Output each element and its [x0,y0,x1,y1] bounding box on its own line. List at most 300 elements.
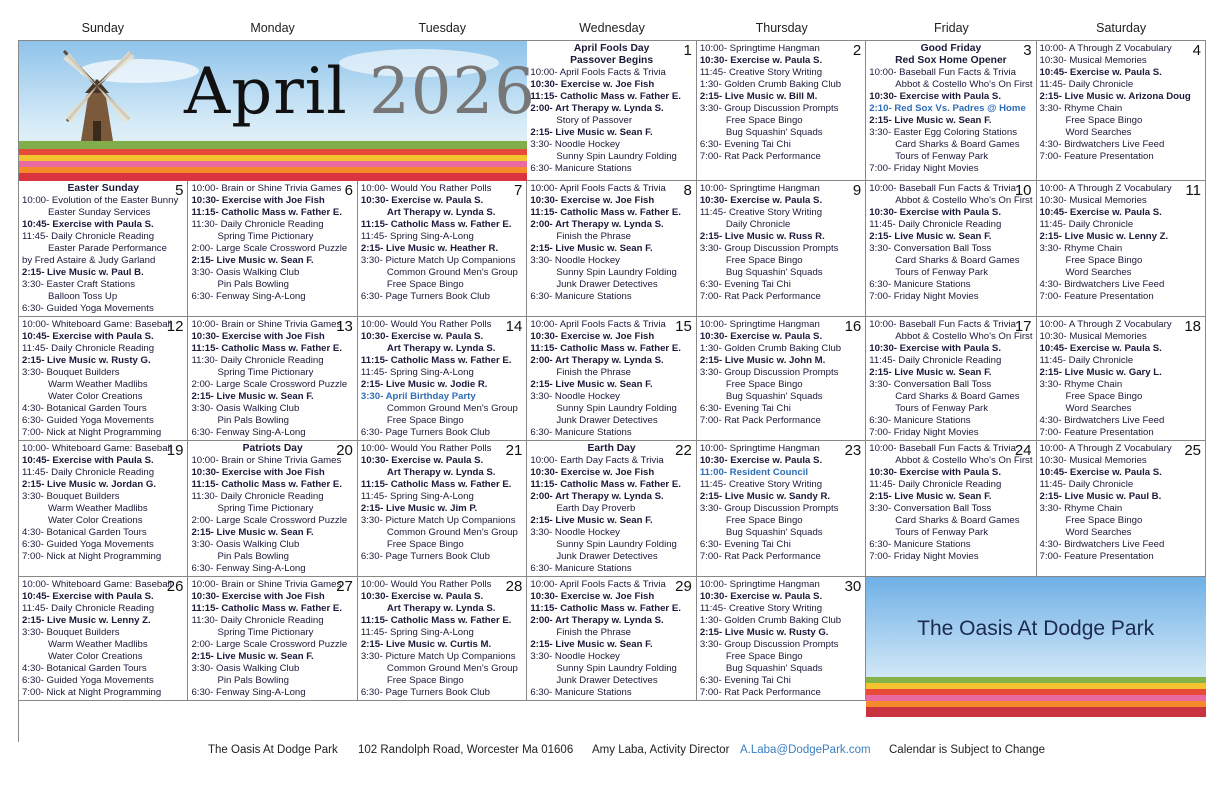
event-item: 11:45- Daily Chronicle Reading [869,479,1002,490]
event-item: 3:30- April Birthday Party [360,391,476,402]
event-item: 10:30- Exercise with Joe Fish [191,467,325,478]
event-item: 11:45- Daily Chronicle [1039,219,1134,230]
event-item: Card Sharks & Board Games [895,139,1020,150]
weekday-thursday: Thursday [755,21,808,35]
day-cell-13[interactable] [188,317,357,441]
day-number: 9 [852,182,862,199]
event-item: 11:45- Daily Chronicle [1039,479,1134,490]
event-item: 6:30- Evening Tai Chi [699,403,791,414]
event-item: Finish the Phrase [556,367,632,378]
event-item: 2:15- Live Music w. Sean F. [869,367,992,378]
event-item: 10:00- Would You Rather Polls [360,319,492,330]
event-item: 10:00- Brain or Shine Trivia Games [191,183,342,194]
event-item: 4:30- Birdwatchers Live Feed [1039,279,1165,290]
day-cell-5[interactable] [19,181,188,317]
weekday-friday: Friday [934,21,969,35]
day-cell-2[interactable] [697,41,866,181]
event-item: 10:00- April Fools Facts & Trivia [530,183,666,194]
event-item: Word Searches [1065,527,1132,538]
event-item: 7:00- Friday Night Movies [869,163,979,174]
event-item: Warm Weather Madlibs [48,639,148,650]
event-item: 2:00- Art Therapy w. Lynda S. [530,491,664,502]
event-item: Free Space Bingo [1065,515,1143,526]
day-number: 22 [675,442,692,459]
event-item: 6:30- Guided Yoga Movements [22,303,154,314]
day-cell-16[interactable] [697,317,866,441]
holiday-heading: Earth Day [587,443,636,454]
event-item: 6:30- Evening Tai Chi [699,675,791,686]
event-item: 11:30- Daily Chronicle Reading [191,219,324,230]
event-item: 10:30- Musical Memories [1039,331,1147,342]
event-item: 10:00- Springtime Hangman [699,319,820,330]
event-item: Warm Weather Madlibs [48,379,148,390]
event-item: 7:00- Rat Pack Performance [699,415,821,426]
event-item: Pin Pals Bowling [217,415,289,426]
event-item: Sunny Spin Laundry Folding [556,663,677,674]
event-item: Bug Squashin' Squads [725,663,823,674]
event-item: Abbot & Costello Who's On First [895,79,1033,90]
holiday-heading: Good Friday [920,43,982,54]
day-number: 1 [683,42,692,59]
event-item: 3:30- Oasis Walking Club [191,663,300,674]
event-item: 3:30- Conversation Ball Toss [869,379,992,390]
day-number: 28 [505,578,523,595]
day-number: 18 [1184,318,1201,335]
event-item: Water Color Creations [48,651,143,662]
day-number: 6 [344,182,353,199]
event-item: Word Searches [1065,403,1132,414]
event-item: 3:30- Noodle Hockey [530,527,620,538]
event-item: 7:00- Rat Pack Performance [699,551,821,562]
event-item: 10:45- Exercise with Paula S. [22,219,154,230]
day-cell-10[interactable] [866,181,1036,317]
event-item: 6:30- Guided Yoga Movements [22,415,154,426]
event-item: 11:15- Catholic Mass w. Father E. [530,343,681,354]
event-item: 11:30- Daily Chronicle Reading [191,615,324,626]
event-item: 2:15- Live Music w. Sean F. [191,527,314,538]
event-item: 2:00- Art Therapy w. Lynda S. [530,615,664,626]
event-item: 11:45- Creative Story Writing [699,603,823,614]
event-item: 7:00- Feature Presentation [1039,551,1154,562]
tulip-field-image [866,577,1206,717]
event-item: 2:10- Red Sox Vs. Padres @ Home [869,103,1026,114]
event-item: 6:30- Manicure Stations [530,427,632,438]
event-item: Common Ground Men's Group [386,527,518,538]
day-number: 2 [852,42,862,59]
event-item: Pin Pals Bowling [217,279,289,290]
event-item: 4:30- Botanical Garden Tours [22,527,147,538]
event-item: 2:00- Art Therapy w. Lynda S. [530,219,664,230]
event-item: 11:45- Creative Story Writing [699,67,823,78]
event-item: 2:15- Live Music w. Rusty G. [699,627,829,638]
day-cell-3[interactable] [866,41,1036,181]
event-item: Art Therapy w. Lynda S. [386,603,496,614]
event-item: 2:15- Live Music w. Jordan G. [22,479,156,490]
event-item: 6:30- Manicure Stations [869,415,971,426]
event-item: Story of Passover [556,115,633,126]
event-item: Art Therapy w. Lynda S. [386,467,496,478]
event-item: 11:45- Creative Story Writing [699,207,823,218]
event-item: 2:00- Large Scale Crossword Puzzle [191,639,348,650]
event-item: 11:15- Catholic Mass w. Father E. [530,479,681,490]
day-number: 3 [1023,42,1032,59]
day-cell-14[interactable] [358,317,527,441]
event-item: Spring Time Pictionary [217,367,314,378]
event-item: Tours of Fenway Park [895,527,989,538]
event-item: Free Space Bingo [386,675,464,686]
event-item: 10:00- A Through Z Vocabulary [1039,43,1172,54]
event-item: 2:15- Live Music w. Russ R. [699,231,825,242]
month-year: 2026 [369,55,536,129]
event-item: 10:30- Exercise with Paula S. [869,207,1001,218]
event-item: 11:45- Spring Sing-A-Long [360,367,474,378]
day-cell-9[interactable] [697,181,866,317]
event-item: Earth Day Proverb [556,503,636,514]
event-item: Pin Pals Bowling [217,551,289,562]
event-item: 10:00- Would You Rather Polls [360,183,492,194]
day-cell-1[interactable] [527,41,696,181]
event-item: Free Space Bingo [1065,115,1143,126]
day-number: 10 [1014,182,1032,199]
event-item: Free Space Bingo [725,255,803,266]
event-item: 11:15- Catholic Mass w. Father E. [360,479,512,490]
day-number: 14 [505,318,523,335]
event-item: 11:45- Daily Chronicle Reading [869,219,1002,230]
event-item: Tours of Fenway Park [895,267,989,278]
event-item: 2:15- Live Music w. Sean F. [530,379,653,390]
event-item: 10:45- Exercise w. Paula S. [1039,467,1162,478]
event-item: 2:15- Live Music w. Jim P. [360,503,478,514]
event-item: 10:30- Musical Memories [1039,55,1147,66]
weekday-wednesday: Wednesday [579,21,645,35]
day-cell-8[interactable] [527,181,696,317]
event-item: 10:00- Springtime Hangman [699,443,820,454]
weekday-monday: Monday [250,21,295,35]
event-item: Junk Drawer Detectives [556,551,658,562]
event-item: 10:30- Exercise w. Joe Fish [530,591,655,602]
holiday-heading: April Fools Day [573,43,650,54]
event-item: 10:30- Exercise w. Paula S. [699,455,823,466]
event-item: 3:30- Group Discussion Prompts [699,243,839,254]
event-item: 10:30- Exercise w. Joe Fish [530,331,655,342]
event-item: 10:45- Exercise with Paula S. [22,455,154,466]
event-item: 11:45- Daily Chronicle Reading [22,343,155,354]
event-item: Finish the Phrase [556,627,632,638]
event-item: Art Therapy w. Lynda S. [386,207,496,218]
event-item: Easter Parade Performance [48,243,167,254]
event-item: Finish the Phrase [556,231,632,242]
footer-address: 102 Randolph Road, Worcester Ma 01606 [358,744,574,756]
event-item: 10:00- Springtime Hangman [699,579,820,590]
event-item: 6:30- Fenway Sing-A-Long [191,427,306,438]
footer-email-link[interactable]: A.Laba@DodgePark.com [740,744,871,756]
day-number: 7 [514,182,523,199]
event-item: Free Space Bingo [386,539,464,550]
event-item: 6:30- Fenway Sing-A-Long [191,687,306,698]
event-item: 10:45- Exercise with Paula S. [22,591,154,602]
month-name: April [184,55,348,129]
day-cell-23[interactable] [697,441,866,577]
event-item: 7:00- Rat Pack Performance [699,291,821,302]
event-item: 10:45- Exercise with Paula S. [22,331,154,342]
event-item: Pin Pals Bowling [217,675,289,686]
event-item: 2:15- Live Music w. Lenny Z. [22,615,151,626]
event-item: 10:30- Musical Memories [1039,455,1147,466]
event-item: Junk Drawer Detectives [556,279,658,290]
day-number: 29 [675,578,692,595]
event-item: 6:30- Manicure Stations [530,687,632,698]
event-item: 3:30- Rhyme Chain [1039,503,1123,514]
event-item: 3:30- Conversation Ball Toss [869,243,992,254]
event-item: 2:00- Art Therapy w. Lynda S. [530,103,664,114]
event-item: 6:30- Page Turners Book Club [360,291,490,302]
day-number: 26 [166,578,184,595]
event-item: Bug Squashin' Squads [725,391,823,402]
day-cell-20[interactable] [188,441,357,577]
event-item: Balloon Toss Up [48,291,118,302]
event-item: 7:00- Rat Pack Performance [699,687,821,698]
event-item: 11:45- Daily Chronicle Reading [22,467,155,478]
event-item: 10:45- Exercise w. Paula S. [1039,67,1162,78]
event-item: 10:00- Would You Rather Polls [360,443,492,454]
event-item: 2:15- Live Music w. Sean F. [869,231,992,242]
day-number: 11 [1185,182,1201,199]
event-item: 2:15- Live Music w. Sean F. [530,515,653,526]
event-item: 2:00- Large Scale Crossword Puzzle [191,379,348,390]
day-cell-4[interactable] [1037,41,1206,181]
event-item: 3:30- Oasis Walking Club [191,267,300,278]
day-cell-29[interactable] [527,577,696,701]
day-cell-12[interactable] [19,317,188,441]
day-cell-7[interactable] [358,181,527,317]
event-item: 11:15- Catholic Mass w. Father E. [360,355,512,366]
event-item: 7:00- Rat Pack Performance [699,151,821,162]
event-item: 11:45- Daily Chronicle Reading [22,603,155,614]
event-item: 10:00- April Fools Facts & Trivia [530,579,666,590]
event-item: 10:30- Exercise w. Paula S. [699,195,823,206]
event-item: 2:15- Live Music w. Sean F. [530,639,653,650]
event-item: 2:15- Live Music w. John M. [699,355,826,366]
event-item: 10:00- Whiteboard Game: Baseball [22,579,172,590]
event-item: 2:15- Live Music w. Gary L. [1039,367,1162,378]
event-item: Abbot & Costello Who's On First [895,195,1033,206]
event-item: 2:15- Live Music w. Sean F. [191,391,314,402]
event-item: 4:30- Birdwatchers Live Feed [1039,539,1165,550]
event-item: 11:45- Daily Chronicle [1039,355,1134,366]
event-item: 7:00- Nick at Night Programming [22,551,162,562]
footer [18,744,1206,760]
event-item: 2:15- Live Music w. Sean F. [530,243,653,254]
holiday-heading: Red Sox Home Opener [895,55,1007,66]
event-item: 10:30- Exercise with Joe Fish [191,331,325,342]
event-item: 10:00- Springtime Hangman [699,183,820,194]
event-item: 6:30- Manicure Stations [869,279,971,290]
event-item: 11:15- Catholic Mass w. Father E. [191,207,342,218]
event-item: 2:15- Live Music w. Paul B. [22,267,144,278]
event-item: 6:30- Manicure Stations [530,163,632,174]
day-number: 25 [1184,442,1201,459]
day-cell-18[interactable] [1037,317,1206,441]
event-item: 10:00- A Through Z Vocabulary [1039,443,1172,454]
event-item: 3:30- Bouquet Builders [22,367,120,378]
event-item: 3:30- Rhyme Chain [1039,103,1123,114]
weekday-sunday: Sunday [81,21,125,35]
event-item: 10:30- Exercise w. Paula S. [699,55,823,66]
event-item: 11:45- Daily Chronicle Reading [22,231,155,242]
event-item: 7:00- Feature Presentation [1039,291,1154,302]
day-number: 4 [1192,42,1201,59]
event-item: 10:30- Exercise with Paula S. [869,343,1001,354]
event-item: Water Color Creations [48,391,143,402]
event-item: 2:00- Large Scale Crossword Puzzle [191,243,348,254]
event-item: Warm Weather Madlibs [48,503,148,514]
event-item: 11:15- Catholic Mass w. Father E. [530,91,681,102]
event-item: Sunny Spin Laundry Folding [556,539,677,550]
event-item: Abbot & Costello Who's On First [895,331,1033,342]
event-item: 3:30- Easter Craft Stations [22,279,136,290]
event-item: Easter Sunday Services [48,207,151,218]
day-cell-21[interactable] [358,441,527,577]
event-item: 3:30- Picture Match Up Companions [360,515,516,526]
oasis-panel [866,577,1206,701]
event-item: Free Space Bingo [725,515,803,526]
event-item: 10:30- Exercise w. Paula S. [360,591,484,602]
event-item: 6:30- Manicure Stations [530,291,632,302]
event-item: 6:30- Page Turners Book Club [360,427,490,438]
day-cell-26[interactable] [19,577,188,701]
event-item: Bug Squashin' Squads [725,527,823,538]
event-item: 2:15- Live Music w. Curtis M. [360,639,492,650]
event-item: 3:30- Group Discussion Prompts [699,103,839,114]
event-item: 10:00- April Fools Facts & Trivia [530,319,666,330]
event-item: 6:30- Fenway Sing-A-Long [191,563,306,574]
event-item: 2:15- Live Music w. Jodie R. [360,379,488,390]
day-cell-30[interactable] [697,577,866,701]
event-item: 11:00- Resident Council [699,467,809,478]
event-item: 11:15- Catholic Mass w. Father E. [530,207,681,218]
event-item: 10:30- Exercise w. Paula S. [699,331,823,342]
event-item: 11:15- Catholic Mass w. Father E. [360,219,512,230]
day-cell-25[interactable] [1037,441,1206,577]
event-item: 6:30- Guided Yoga Movements [22,675,154,686]
event-item: Sunny Spin Laundry Folding [556,403,677,414]
event-item: 11:15- Catholic Mass w. Father E. [191,603,342,614]
event-item: 3:30- Group Discussion Prompts [699,503,839,514]
footer-director: Amy Laba, Activity Director [592,744,730,756]
event-item: 10:00- Whiteboard Game: Baseball [22,443,172,454]
event-item: 2:15- Live Music w. Sean F. [191,255,314,266]
event-item: 10:30- Exercise w. Paula S. [360,331,484,342]
holiday-heading: Passover Begins [570,55,654,66]
month-banner [19,41,536,181]
event-item: 10:00- A Through Z Vocabulary [1039,319,1172,330]
event-item: Free Space Bingo [386,415,464,426]
event-item: 10:30- Exercise w. Joe Fish [530,467,655,478]
day-number: 19 [166,442,184,459]
day-cell-24[interactable] [866,441,1036,577]
event-item: 7:00- Friday Night Movies [869,551,979,562]
day-cell-28[interactable] [358,577,527,701]
event-item: Water Color Creations [48,515,143,526]
event-item: 6:30- Manicure Stations [530,563,632,574]
event-item: 10:00- Baseball Fun Facts & Trivia [869,319,1016,330]
event-item: 10:00- Baseball Fun Facts & Trivia [869,183,1016,194]
event-item: 10:30- Musical Memories [1039,195,1147,206]
event-item: Free Space Bingo [725,651,803,662]
day-number: 5 [175,182,184,199]
event-item: 1:30- Golden Crumb Baking Club [699,79,842,90]
event-item: 3:30- Oasis Walking Club [191,539,300,550]
event-item: 2:15- Live Music w. Paul B. [1039,491,1162,502]
event-item: 10:00- Baseball Fun Facts & Trivia [869,67,1016,78]
day-cell-19[interactable] [19,441,188,577]
event-item: 7:00- Feature Presentation [1039,151,1154,162]
event-item: 3:30- Rhyme Chain [1039,379,1123,390]
event-item: 6:30- Evening Tai Chi [699,139,791,150]
event-item: 11:45- Spring Sing-A-Long [360,231,474,242]
event-item: 10:00- Evolution of the Easter Bunny [22,195,179,206]
event-item: 11:45- Daily Chronicle Reading [869,355,1002,366]
event-item: 11:45- Daily Chronicle [1039,79,1134,90]
event-item: 2:15- Live Music w. Heather R. [360,243,499,254]
event-item: 7:00- Friday Night Movies [869,427,979,438]
event-item: 11:45- Spring Sing-A-Long [360,491,474,502]
event-item: Free Space Bingo [386,279,464,290]
event-item: 2:15- Live Music w. Sean F. [191,651,314,662]
event-item: 10:00- Whiteboard Game: Baseball [22,319,172,330]
event-item: 2:15- Live Music w. Arizona Doug [1039,91,1191,102]
day-cell-15[interactable] [527,317,696,441]
event-item: 11:15- Catholic Mass w. Father E. [530,603,681,614]
event-item: 7:00- Friday Night Movies [869,291,979,302]
event-item: 2:15- Live Music w. Sean F. [530,127,653,138]
event-item: 2:15- Live Music w. Lenny Z. [1039,231,1169,242]
event-item: 10:00- Earth Day Facts & Trivia [530,455,664,466]
facility-name: The Oasis At Dodge Park [917,617,1155,640]
day-cell-11[interactable] [1037,181,1206,317]
event-item: 3:30- Bouquet Builders [22,491,120,502]
event-item: Free Space Bingo [1065,255,1143,266]
day-number: 20 [336,442,353,459]
event-item: 7:00- Feature Presentation [1039,427,1154,438]
event-item: 10:00- April Fools Facts & Trivia [530,67,666,78]
event-item: 3:30- Noodle Hockey [530,255,620,266]
event-item: 3:30- Rhyme Chain [1039,243,1123,254]
event-item: 11:15- Catholic Mass w. Father E. [191,479,342,490]
event-item: Junk Drawer Detectives [556,675,658,686]
holiday-heading: Patriots Day [242,443,303,454]
event-item: Card Sharks & Board Games [895,515,1020,526]
event-item: Art Therapy w. Lynda S. [386,343,496,354]
event-item: 2:15- Live Music w. Sean F. [869,115,992,126]
day-cell-17[interactable] [866,317,1036,441]
event-item: 11:30- Daily Chronicle Reading [191,355,324,366]
day-number: 16 [844,318,862,335]
day-cell-6[interactable] [188,181,357,317]
event-item: Card Sharks & Board Games [895,255,1020,266]
event-item: 4:30- Birdwatchers Live Feed [1039,139,1165,150]
event-item: 6:30- Manicure Stations [869,539,971,550]
event-item: 4:30- Birdwatchers Live Feed [1039,415,1165,426]
event-item: 2:00- Art Therapy w. Lynda S. [530,355,664,366]
event-item: Abbot & Costello Who's On First [895,455,1033,466]
event-item: Free Space Bingo [1065,391,1143,402]
day-number: 13 [336,318,353,335]
day-cell-27[interactable] [188,577,357,701]
event-item: 10:30- Exercise with Joe Fish [191,195,325,206]
event-item: Bug Squashin' Squads [725,267,823,278]
day-cell-22[interactable] [527,441,696,577]
